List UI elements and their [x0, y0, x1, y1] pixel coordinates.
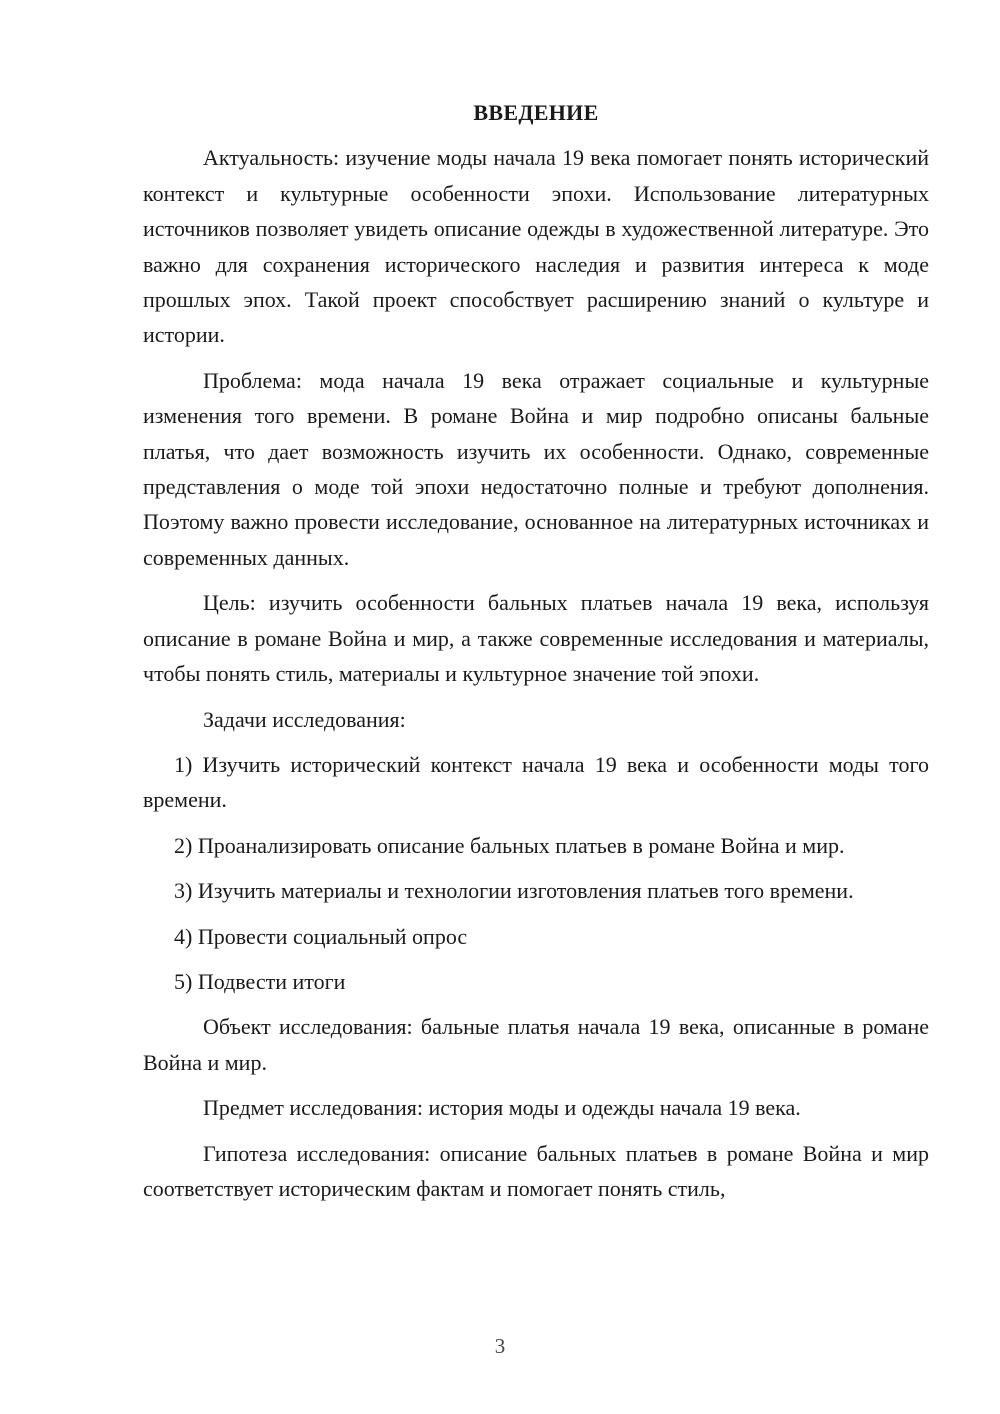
relevance-paragraph: Актуальность: изучение моды начала 19 века помогает понять исторический контекст и культурные особенности эпохи. Использование литературных источников позволяет увидеть описание одежды в художественной литературе. Это важно для сохранения исторического наследия и развития интереса к моде прошлых эпох. Такой проект способствует расширению знаний о культуре и истории.: [143, 145, 929, 348]
object-paragraph: Объект исследования: бальные платья начала 19 века, описанные в романе Война и мир.: [143, 1014, 929, 1075]
subject-paragraph: Предмет исследования: история моды и одежды начала 19 века.: [203, 1095, 801, 1121]
task-item: 2) Проанализировать описание бальных платьев в романе Война и мир.: [174, 832, 845, 858]
task-item: 1) Изучить исторический контекст начала 19 века и особенности моды того времени.: [143, 751, 929, 813]
task-item: 5) Подвести итоги: [174, 968, 346, 994]
hypothesis-paragraph: Гипотеза исследования: описание бальных платьев в романе Война и мир соответствует историческим фактам и помогает понять стиль,: [143, 1140, 929, 1201]
page-body: [143, 95, 929, 1216]
task-item: 3) Изучить материалы и технологии изготовления платьев того времени.: [174, 878, 854, 904]
section-heading: ВВЕДЕНИЕ: [473, 100, 599, 125]
page-number: 3: [494, 1334, 506, 1358]
goal-paragraph: Цель: изучить особенности бальных платьев начала 19 века, используя описание в романе Война и мир, а также современные исследования и материалы, чтобы понять стиль, материалы и культурное значение той эпохи.: [143, 590, 929, 687]
problem-paragraph: Проблема: мода начала 19 века отражает социальные и культурные изменения того времени. В романе Война и мир подробно описаны бальные платья, что дает возможность изучить их особенности. Однако, современные представления о моде той эпохи недостаточно полные и требуют дополнения. Поэтому важно провести исследование, основанное на литературных источниках и современных данных.: [143, 367, 929, 570]
tasks-title: Задачи исследования:: [203, 706, 406, 732]
task-item: 4) Провести социальный опрос: [174, 923, 468, 949]
